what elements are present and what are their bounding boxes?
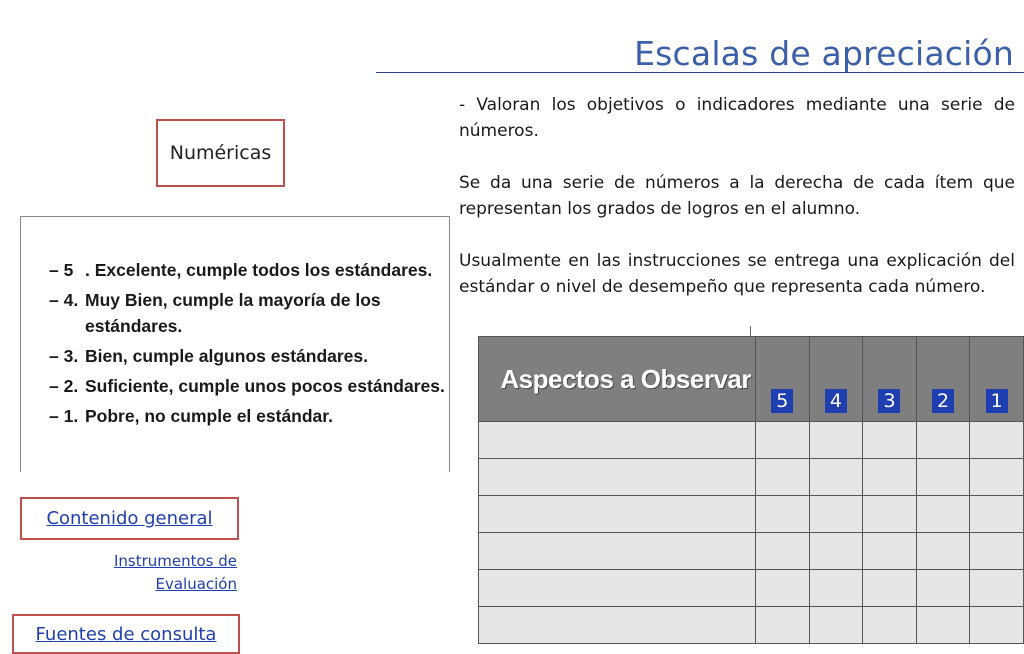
scale-item-text: Suficiente, cumple unos pocos estándares. — [85, 376, 445, 396]
score-cell[interactable] — [809, 533, 863, 570]
score-column-header — [809, 337, 863, 422]
score-cell[interactable] — [756, 422, 810, 459]
score-cell[interactable] — [863, 570, 917, 607]
scale-item-text: Pobre, no cumple el estándar. — [85, 406, 333, 426]
table-tick — [750, 326, 751, 336]
table-row — [479, 607, 1024, 644]
score-badge: 4 — [825, 389, 847, 413]
sources-link[interactable]: Fuentes de consulta — [35, 623, 217, 645]
rating-table — [478, 336, 1024, 644]
scale-panel — [20, 216, 450, 472]
scale-item — [49, 373, 449, 399]
score-column-header — [863, 337, 917, 422]
score-cell[interactable] — [863, 496, 917, 533]
score-column-header — [756, 337, 810, 422]
aspect-cell[interactable] — [479, 459, 756, 496]
score-badge: 3 — [878, 389, 900, 413]
score-cell[interactable] — [809, 459, 863, 496]
score-cell[interactable] — [916, 496, 970, 533]
general-content-link[interactable]: Contenido general — [46, 508, 213, 529]
score-cell[interactable] — [863, 607, 917, 644]
score-cell[interactable] — [863, 422, 917, 459]
sources-link-box[interactable] — [12, 614, 240, 654]
general-content-link-box[interactable] — [20, 497, 239, 540]
category-label: Numéricas — [169, 142, 272, 164]
scale-item — [49, 343, 449, 369]
aspects-header: Aspectos a Observar — [479, 337, 756, 422]
instruments-link[interactable]: Instrumentos de Evaluación — [113, 552, 237, 593]
score-cell[interactable] — [756, 570, 810, 607]
aspect-cell[interactable] — [479, 570, 756, 607]
scale-item-number: – 1. — [49, 406, 79, 426]
score-badge: 5 — [771, 389, 793, 413]
aspect-cell[interactable] — [479, 496, 756, 533]
score-badge: 1 — [986, 389, 1008, 413]
table-body — [479, 422, 1024, 644]
score-cell[interactable] — [809, 496, 863, 533]
score-cell[interactable] — [970, 422, 1024, 459]
rating-table-wrap — [478, 326, 1024, 650]
scale-item-text: . Excelente, cumple todos los estándares. — [85, 260, 433, 280]
table-row — [479, 459, 1024, 496]
score-badge: 2 — [932, 389, 954, 413]
score-cell[interactable] — [756, 533, 810, 570]
score-cell[interactable] — [916, 607, 970, 644]
score-cell[interactable] — [863, 459, 917, 496]
description-paragraph: - Valoran los objetivos o indicadores mediante una serie de números. — [459, 95, 1015, 141]
scale-item-number: – 3. — [49, 346, 79, 366]
table-header-row — [479, 337, 1024, 422]
category-label-box — [156, 119, 285, 187]
score-cell[interactable] — [916, 533, 970, 570]
page-title: Escalas de apreciación — [634, 34, 1014, 73]
score-cell[interactable] — [756, 496, 810, 533]
score-cell[interactable] — [970, 607, 1024, 644]
score-cell[interactable] — [756, 607, 810, 644]
score-cell[interactable] — [756, 459, 810, 496]
table-row — [479, 422, 1024, 459]
score-cell[interactable] — [916, 422, 970, 459]
score-cell[interactable] — [863, 533, 917, 570]
aspect-cell[interactable] — [479, 533, 756, 570]
score-cell[interactable] — [970, 459, 1024, 496]
score-cell[interactable] — [970, 496, 1024, 533]
aspect-cell[interactable] — [479, 607, 756, 644]
title-divider — [376, 72, 1024, 73]
description-paragraph: Se da una serie de números a la derecha de cada ítem que representan los grados de logros en el alumno. — [459, 173, 1015, 219]
score-cell[interactable] — [916, 570, 970, 607]
scale-item-text: Bien, cumple algunos estándares. — [85, 346, 368, 366]
instruments-link-wrap[interactable] — [100, 550, 237, 596]
table-row — [479, 570, 1024, 607]
scale-item — [49, 287, 449, 339]
table-row — [479, 533, 1024, 570]
scale-item-number: – 5 — [49, 260, 74, 280]
description — [459, 92, 1015, 326]
score-cell[interactable] — [809, 570, 863, 607]
aspect-cell[interactable] — [479, 422, 756, 459]
scale-item-text: Muy Bien, cumple la mayoría de los estándares. — [85, 290, 381, 336]
scale-item — [49, 257, 449, 283]
score-cell[interactable] — [916, 459, 970, 496]
scale-item — [49, 403, 449, 429]
score-cell[interactable] — [809, 607, 863, 644]
score-column-header — [970, 337, 1024, 422]
score-cell[interactable] — [970, 570, 1024, 607]
score-column-header — [916, 337, 970, 422]
score-cell[interactable] — [970, 533, 1024, 570]
table-row — [479, 496, 1024, 533]
description-paragraph: Usualmente en las instrucciones se entrega una explicación del estándar o nivel de desempeño que representa cada número. — [459, 251, 1015, 297]
scale-item-number: – 4. — [49, 290, 79, 310]
scale-item-number: – 2. — [49, 376, 79, 396]
score-cell[interactable] — [809, 422, 863, 459]
scale-list — [49, 257, 449, 433]
